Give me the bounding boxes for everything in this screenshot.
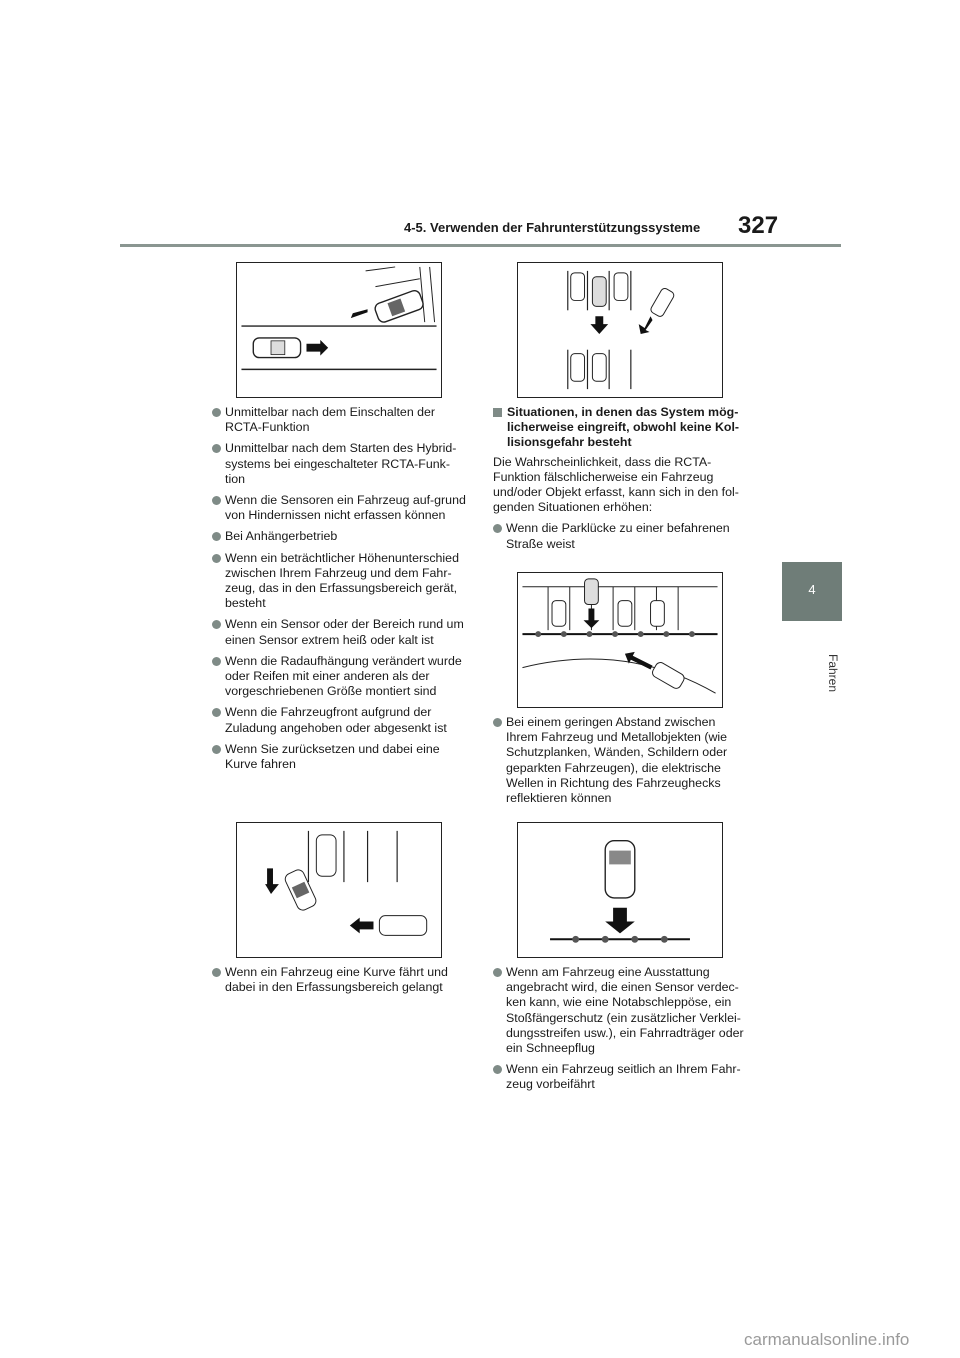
list-item: Wenn die Radaufhängung verändert wurde oder Reifen mit einer anderen als der vorgeschriebenen Größe montiert sind [212,654,468,700]
figure-busy-road [517,572,723,708]
illustration-backing-out [237,263,441,397]
car-icon [253,338,300,358]
figure-reversing-curve [236,822,442,958]
section-title: 4-5. Verwenden der Fahrunterstützungssysteme [404,220,701,235]
illustration-busy-road [518,573,722,707]
header-rule [120,244,841,247]
list-item: Wenn ein Fahrzeug seitlich an Ihrem Fahr-zeug vorbeifährt [493,1062,749,1092]
illustration-parking-lot [518,263,722,397]
page-number: 327 [738,212,779,239]
list-item: Unmittelbar nach dem Einschalten der RCTA-Funktion [212,405,468,435]
illustration-reversing-curve [237,823,441,957]
intro-paragraph: Die Wahrscheinlichkeit, dass die RCTA-Funktion fälschlicherweise ein Fahrzeug und/oder Objekt erfasst, kann sich in den fol-genden Situationen erhöhen: [493,454,739,515]
left-column [212,405,468,778]
list-item: Bei einem geringen Abstand zwischen Ihrem Fahrzeug und Metallobjekten (wie Schutzplanken, Wänden, Schildern oder geparkten Fahrzeugen), die elektrische Wellen in Richtung des Fahrzeughecks reflektieren können [493,715,749,806]
right-column [493,405,749,558]
illustration-barrier [518,823,722,957]
section-subheading: Situationen, in denen das System mög-licherweise eingreift, obwohl keine Kol-lisionsgefahr besteht [493,405,749,451]
list-item: Wenn ein beträchtlicher Höhenunterschied zwischen Ihrem Fahrzeug und dem Fahr-zeug, das in den Erfassungsbereich gerät, besteht [212,551,468,612]
figure-parking-lot [517,262,723,398]
list-item: Wenn die Fahrzeugfront aufgrund der Zuladung angehoben oder abgesenkt ist [212,705,468,735]
list-item: Wenn ein Sensor oder der Bereich rund um einen Sensor extrem heiß oder kalt ist [212,617,468,647]
chapter-label: Fahren [826,654,840,693]
left-column-lower [212,965,468,1001]
figure-barrier [517,822,723,958]
right-column-lower [493,965,749,1099]
list-item: Wenn Sie zurücksetzen und dabei eine Kurve fahren [212,742,468,772]
car-icon [374,289,425,324]
list-item: Wenn am Fahrzeug eine Ausstattung angebracht wird, die einen Sensor verdec-ken kann, wie eine Notabschleppöse, ein Stoßfängerschutz (ein zusätzlicher Verklei-dungsstreifen usw.), ein Fahrradträger oder ein Schneepflug [493,965,749,1056]
watermark: carmanualsonline.info [744,1330,910,1349]
list-item: Bei Anhängerbetrieb [212,529,468,544]
list-item: Wenn ein Fahrzeug eine Kurve fährt und dabei in den Erfassungsbereich gelangt [212,965,468,995]
right-column-middle [493,715,749,812]
list-item: Unmittelbar nach dem Starten des Hybrid-systems bei eingeschalteter RCTA-Funk-tion [212,441,468,487]
list-item: Wenn die Sensoren ein Fahrzeug auf-grund von Hindernissen nicht erfassen können [212,493,468,523]
list-item: Wenn die Parklücke zu einer befahrenen Straße weist [493,521,749,551]
chapter-tab: 4 [782,562,842,621]
figure-backing-out-angled [236,262,442,398]
